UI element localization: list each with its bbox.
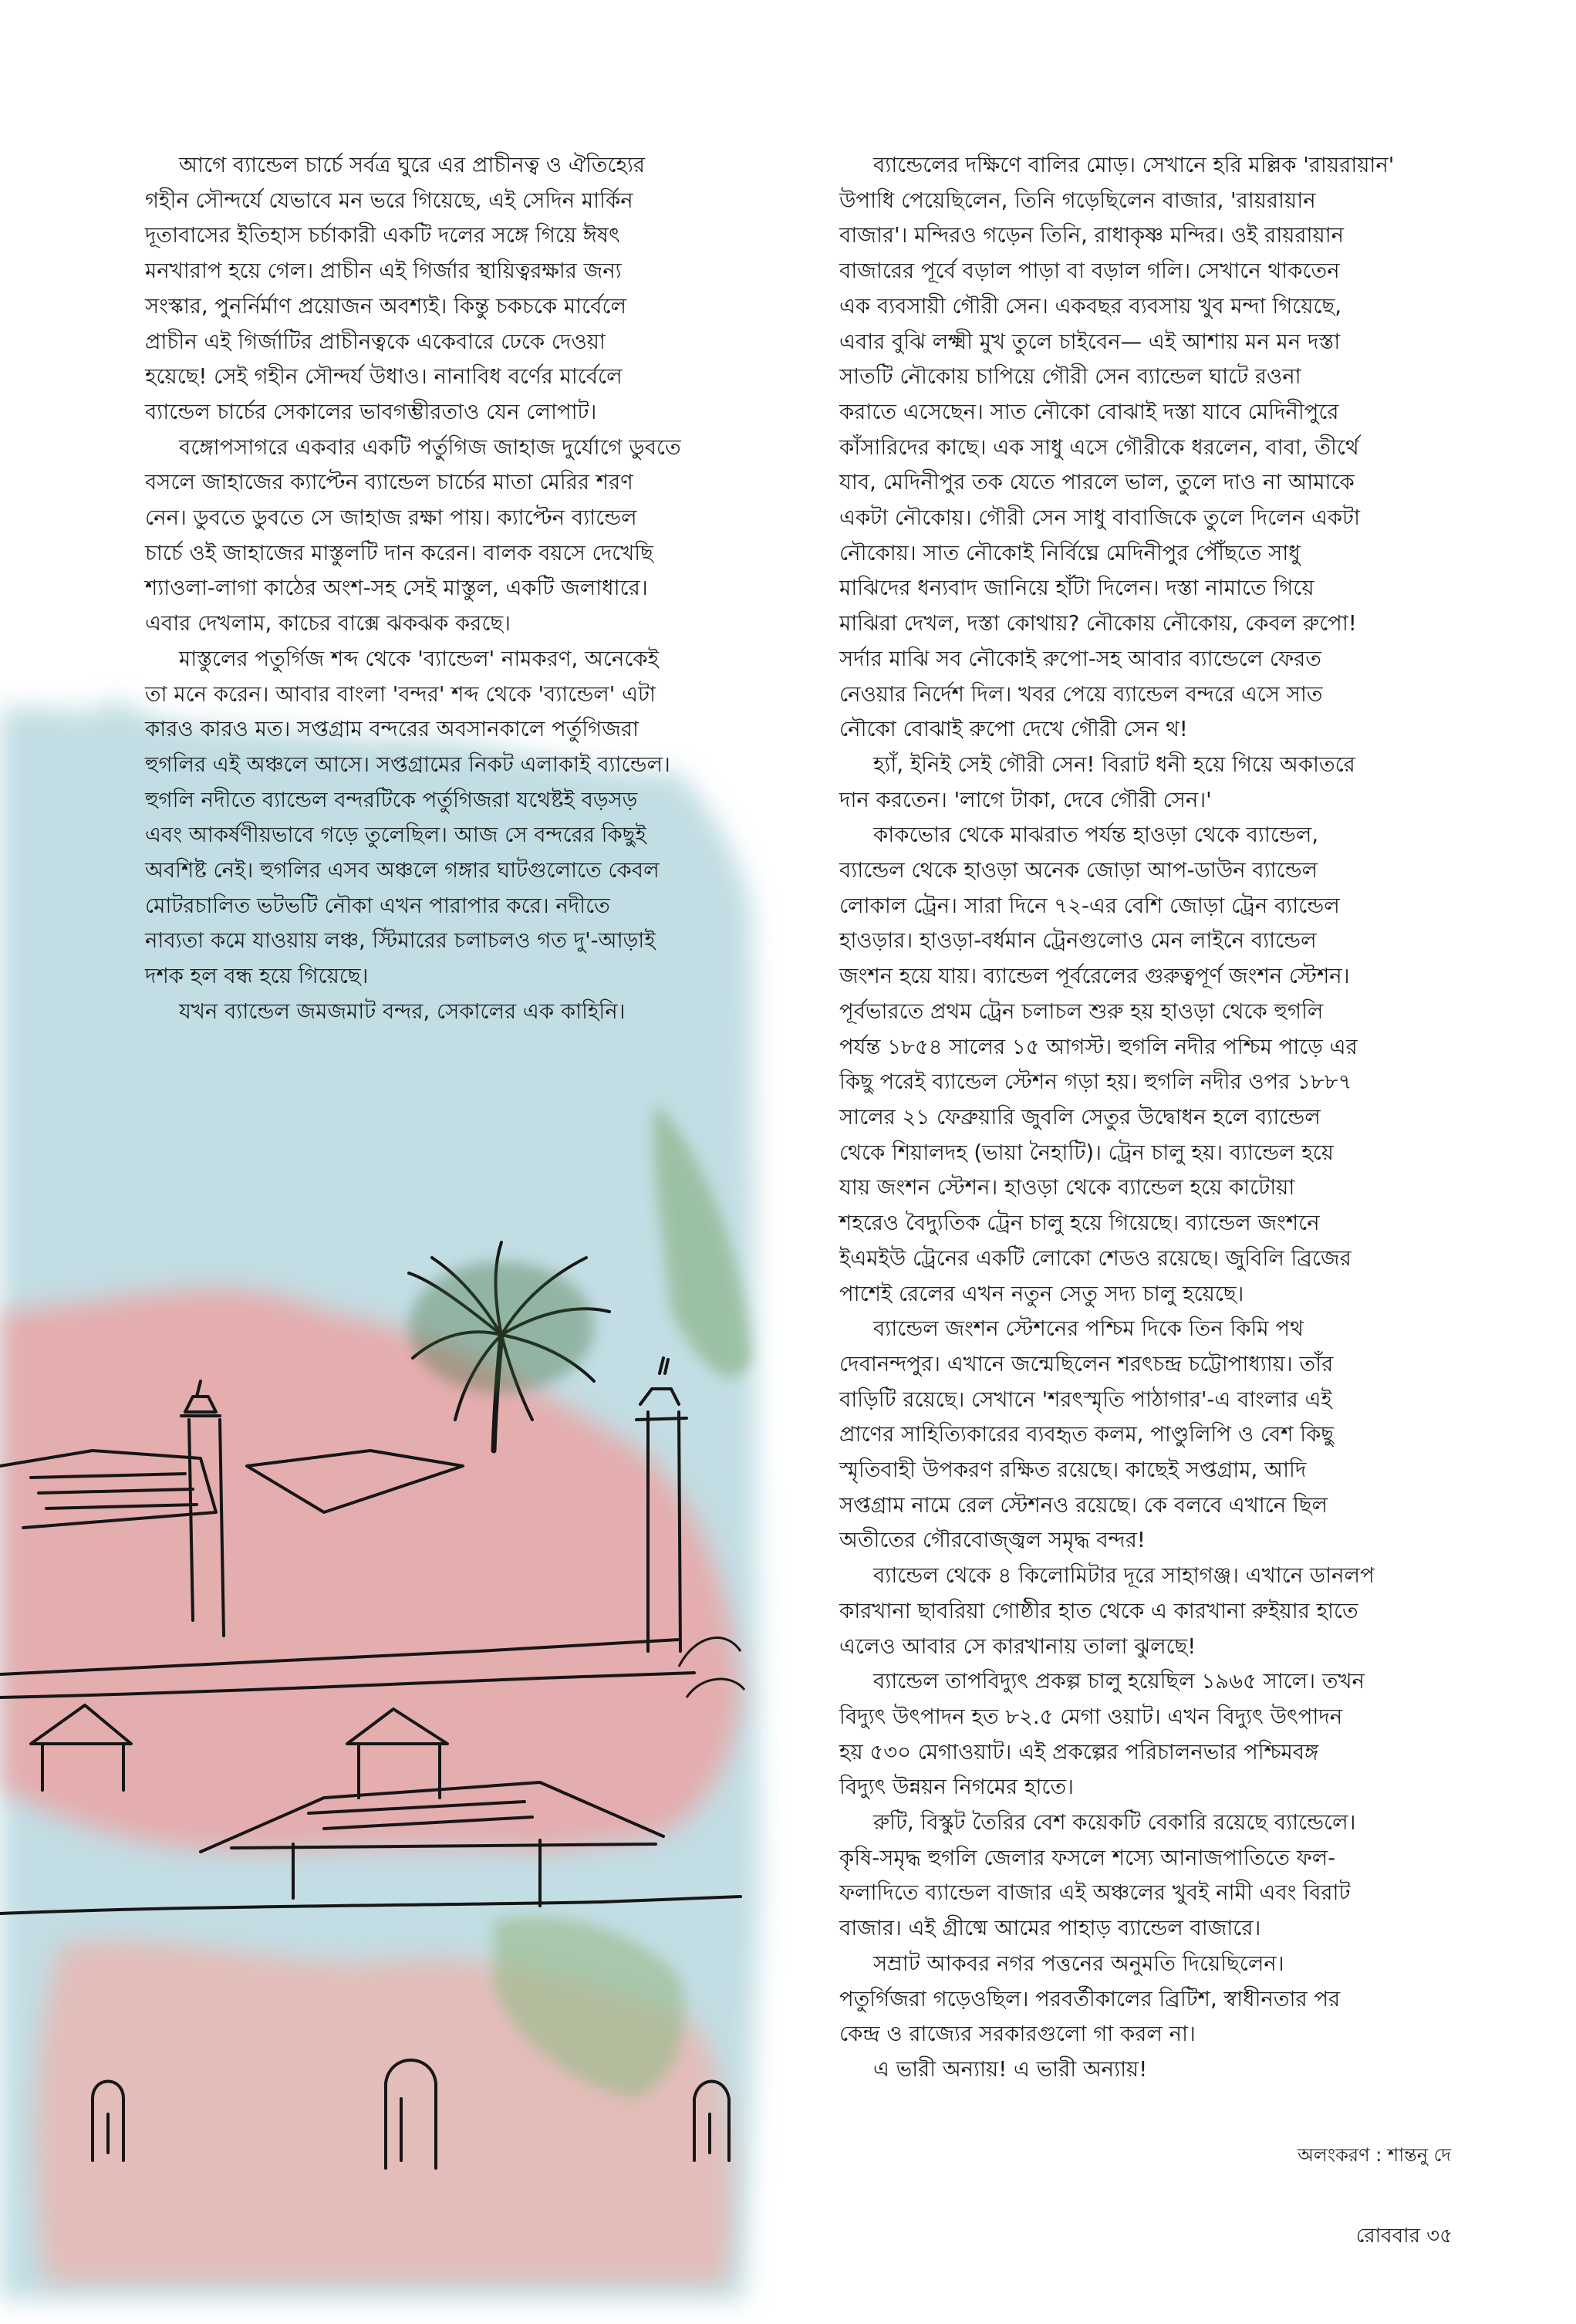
paragraph: ব্যান্ডেল থেকে ৪ কিলোমিটার দূরে সাহাগঞ্জ। এখানে ডানলপ কারখানা ছাবরিয়া গোষ্ঠীর হাত থেকে এ কারখানা রুইয়ার হাতে এলেও আবার সে কারখানায় তালা ঝুলছে! [839,1563,1375,1659]
illustration-credit: অলংকরণ : শান্তনু দে [1298,2144,1451,2166]
paragraph: মাস্তুলের পতুর্গিজ শব্দ থেকে 'ব্যান্ডেল' নামকরণ, অনেকেই তা মনে করেন। আবার বাংলা 'বন্দর' শব্দ থেকে 'ব্যান্ডেল' এটা কারও কারও মত। সপ্তগ্রাম বন্দরের অবসানকালে পর্তুগিজরা হুগলির এই অঞ্চলে আসে। সপ্তগ্রামের নিকট এলাকাই ব্যান্ডেল। হুগলি নদীতে ব্যান্ডেল বন্দরটিকে পর্তুগিজরা যথেষ্টই বড়সড় এবং আকর্ষণীয়ভাবে গড়ে তুলেছিল। আজ সে বন্দরের কিছুই অবশিষ্ট নেই। হুগলির এসব অঞ্চলে গঙ্গার ঘাটগুলোতে কেবল মোটরচালিত ভটভটি নৌকা এখন পারাপার করে। নদীতে নাব্যতা কমে যাওয়ায় লঞ্চ, স্টিমারের চলাচলও গত দু'-আড়াই দশক হল বন্ধ হয়ে গিয়েছে। [145,646,670,989]
page-folio: রোববার ৩৫ [1355,2224,1453,2248]
paragraph: হ্যাঁ, ইনিই সেই গৌরী সেন! বিরাট ধনী হয়ে গিয়ে অকাতরে দান করতেন। 'লাগে টাকা, দেবে গৌরী সেন।' [839,752,1355,812]
paragraph: সম্রাট আকবর নগর পত্তনের অনুমতি দিয়েছিলেন। পতুর্গিজরা গড়েওছিল। পরবর্তীকালের ব্রিটিশ, স্বাধীনতার পর কেন্দ্র ও রাজ্যের সরকারগুলো গা করল না। [839,1951,1341,2047]
palm-fronds-fill [409,1262,594,1393]
article-left-column [145,148,731,1030]
article-right-column [839,148,1449,2088]
paragraph: আগে ব্যান্ডেল চার্চে সর্বত্র ঘুরে এর প্রাচীনত্ব ও ঐতিহ্যের গহীন সৌন্দর্যে যেভাবে মন ভরে গিয়েছে, এই সেদিন মার্কিন দূতাবাসের ইতিহাস চর্চাকারী একটি দলের সঙ্গে গিয়ে ঈষৎ মনখারাপ হয়ে গেল। প্রাচীন এই গির্জার স্থায়িত্বরক্ষার জন্য সংস্কার, পুনর্নির্মাণ প্রয়োজন অবশ্যই। কিন্তু চকচকে মার্বেলে প্রাচীন এই গির্জাটির প্রাচীনত্বকে একেবারে ঢেকে দেওয়া হয়েছে! সেই গহীন সৌন্দর্য উধাও। নানাবিধ বর্ণের মার্বেলে ব্যান্ডেল চার্চের সেকালের ভাবগম্ভীরতাও যেন লোপাট। [145,153,646,424]
paragraph: ব্যান্ডেল তাপবিদ্যুৎ প্রকল্প চালু হয়েছিল ১৯৬৫ সালে। তখন বিদ্যুৎ উৎপাদন হত ৮২.৫ মেগা ওয়াট। এখন বিদ্যুৎ উৎপাদন হয় ৫৩০ মেগাওয়াট। এই প্রকল্পের পরিচালনভার পশ্চিমবঙ্গ বিদ্যুৎ উন্নয়ন নিগমের হাতে। [839,1669,1365,1800]
paragraph: রুটি, বিস্কুট তৈরির বেশ কয়েকটি বেকারি রয়েছে ব্যান্ডেলে। কৃষি-সমৃদ্ধ হুগলি জেলার ফসলে শস্যে আনাজপাতিতে ফল- ফলাদিতে ব্যান্ডেল বাজার এই অঞ্চলের খুবই নামী এবং বিরাট বাজার। এই গ্রীষ্মে আমের পাহাড় ব্যান্ডেল বাজারে। [839,1810,1356,1941]
paragraph: ব্যান্ডেল জংশন স্টেশনের পশ্চিম দিকে তিন কিমি পথ দেবানন্দপুর। এখানে জন্মেছিলেন শরৎচন্দ্র চট্টোপাধ্যায়। তাঁর বাড়িটি রয়েছে। সেখানে 'শরৎস্মৃতি পাঠাগার'-এ বাংলার এই প্রাণের সাহিত্যিকারের ব্যবহৃত কলম, পাণ্ডুলিপি ও বেশ কিছু স্মৃতিবাহী উপকরণ রক্ষিত রয়েছে। কাছেই সপ্তগ্রাম, আদি সপ্তগ্রাম নামে রেল স্টেশনও রয়েছে। কে বলবে এখানে ছিল অতীতের গৌরবোজ্জ্বল সমৃদ্ধ বন্দর! [839,1316,1335,1553]
paragraph: কাকভোর থেকে মাঝরাত পর্যন্ত হাওড়া থেকে ব্যান্ডেল, ব্যান্ডেল থেকে হাওড়া অনেক জোড়া আপ-ডাউন ব্যান্ডেল লোকাল ট্রেন। সারা দিনে ৭২-এর বেশি জোড়া ট্রেন ব্যান্ডেল হাওড়ার। হাওড়া-বর্ধমান ট্রেনগুলোও মেন লাইনে ব্যান্ডেল জংশন হয়ে যায়। ব্যান্ডেল পূর্বরেলের গুরুত্বপূর্ণ জংশন স্টেশন। পূর্বভারতে প্রথম ট্রেন চলাচল শুরু হয় হাওড়া থেকে হুগলি পর্যন্ত ১৮৫৪ সালের ১৫ আগস্ট। হুগলি নদীর পশ্চিম পাড়ে এর কিছু পরেই ব্যান্ডেল স্টেশন গড়া হয়। হুগলি নদীর ওপর ১৮৮৭ সালের ২১ ফেব্রুয়ারি জুবলি সেতুর উদ্বোধন হলে ব্যান্ডেল থেকে শিয়ালদহ (ভায়া নৈহাটি)। ট্রেন চালু হয়। ব্যান্ডেল হয়ে যায় জংশন স্টেশন। হাওড়া থেকে ব্যান্ডেল হয়ে কাটোয়া শহরেও বৈদ্যুতিক ট্রেন চালু হয়ে গিয়েছে। ব্যান্ডেল জংশনে ইএমইউ ট্রেনের একটি লোকো শেডও রয়েছে। জুবিলি ব্রিজের পাশেই রেলের এখন নতুন সেতু সদ্য চালু হয়েছে। [839,823,1358,1306]
paragraph: ব্যান্ডেলের দক্ষিণে বালির মোড়। সেখানে হরি মল্লিক 'রায়রায়ান' উপাধি পেয়েছিলেন, তিনি গড়েছিলেন বাজার, 'রায়রায়ান বাজার'। মন্দিরও গড়েন তিনি, রাধাকৃষ্ণ মন্দির। ওই রায়রায়ান বাজারের পূর্বে বড়াল পাড়া বা বড়াল গলি। সেখানে থাকতেন এক ব্যবসায়ী গৌরী সেন। একবছর ব্যবসায় খুব মন্দা গিয়েছে, এবার বুঝি লক্ষ্মী মুখ তুলে চাইবেন— এই আশায় মন মন দস্তা সাতটি নৌকোয় চাপিয়ে গৌরী সেন ব্যান্ডেল ঘাটে রওনা করাতে এসেছেন। সাত নৌকো বোঝাই দস্তা যাবে মেদিনীপুরে কাঁসারিদের কাছে। এক সাধু এসে গৌরীকে ধরলেন, বাবা, তীর্থে যাব, মেদিনীপুর তক যেতে পারলে ভাল, তুলে দাও না আমাকে একটা নৌকোয়। গৌরী সেন সাধু বাবাজিকে তুলে দিলেন একটা নৌকোয়। সাত নৌকোই নির্বিঘ্নে মেদিনীপুর পৌঁছতে সাধু মাঝিদের ধন্যবাদ জানিয়ে হাঁটা দিলেন। দস্তা নামাতে গিয়ে মাঝিরা দেখল, দস্তা কোথায়? নৌকোয় নৌকোয়, কেবল রুপো! সর্দার মাঝি সব নৌকোই রুপো-সহ আবার ব্যান্ডেলে ফেরত নেওয়ার নির্দেশ দিল। খবর পেয়ে ব্যান্ডেল বন্দরে এসে সাত নৌকো বোঝাই রুপো দেখে গৌরী সেন থ! [839,153,1395,742]
paragraph: বঙ্গোপসাগরে একবার একটি পর্তুগিজ জাহাজ দুর্যোগে ডুবতে বসলে জাহাজের ক্যাপ্টেন ব্যান্ডেল চার্চের মাতা মেরির শরণ নেন। ডুবতে ডুবতে সে জাহাজ রক্ষা পায়। ক্যাপ্টেন ব্যান্ডেল চার্চে ওই জাহাজের মাস্তুলটি দান করেন। বালক বয়সে দেখেছি শ্যাওলা-লাগা কাঠের অংশ-সহ সেই মাস্তুল, একটি জলাধারে। এবার দেখলাম, কাচের বাক্সে ঝকঝক করছে। [145,434,681,637]
paragraph: এ ভারী অন্যায়! এ ভারী অন্যায়! [873,2056,1148,2082]
paragraph: যখন ব্যান্ডেল জমজমাট বন্দর, সেকালের এক কাহিনি। [179,998,626,1024]
